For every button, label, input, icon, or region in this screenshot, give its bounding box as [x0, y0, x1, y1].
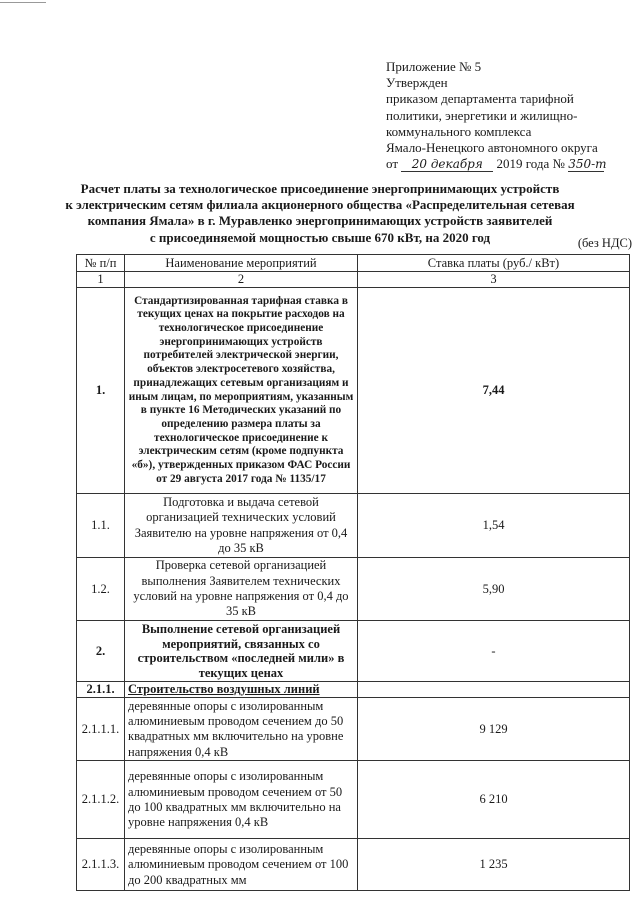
approval-block [386, 59, 636, 172]
handwritten-number: 350-т [568, 157, 607, 172]
approval-line: коммунального комплекса [386, 123, 532, 139]
row-name: Стандартизированная тарифная ставка в текущих ценах на покрытие расходов на технологическое присоединение энергопринимающих устройств потребителей электрической энергии, объектов электросетевого хозяйства, принадлежащих сетевым организациям и иным лицам, по мероприятиям, указанным в пункте 16 Методических указаний по определению размера платы за технологическое присоединение к электрическим сетям (кроме подпункта «б»), утвержденных приказом ФАС России от 29 августа 2017 года № 1135/17 [125, 288, 358, 494]
table-row [77, 288, 630, 494]
row-number: 2.1.1.3. [77, 839, 125, 891]
row-name: деревянные опоры с изолированным алюминиевым проводом сечением от 50 до 100 квадратных мм включительно на уровне напряжения 0,4 кВ [125, 761, 358, 839]
row-number: 2.1.1.1. [77, 698, 125, 761]
table-row [77, 839, 630, 891]
date-prefix: от [386, 156, 399, 172]
row-value: 5,90 [358, 558, 630, 621]
column-number-cell: 2 [125, 272, 358, 288]
table-row [77, 494, 630, 558]
title-line: компания Ямала» в г. Муравленко энергопринимающих устройств заявителей [87, 213, 553, 229]
row-number: 1.1. [77, 494, 125, 558]
table-row [77, 698, 630, 761]
table-header-row [77, 255, 630, 272]
row-number: 2. [77, 621, 125, 682]
header-cell: Ставка платы (руб./ кВт) [358, 255, 630, 272]
approval-line: Приложение № 5 [386, 59, 482, 74]
row-name: деревянные опоры с изолированным алюминиевым проводом сечением от 100 до 200 квадратных мм [125, 839, 358, 891]
approval-date-line [386, 156, 636, 172]
row-name: Выполнение сетевой организацией мероприятий, связанных со строительством «последней мили» в текущих ценах [125, 621, 358, 682]
row-value: 7,44 [358, 288, 630, 494]
approval-line: политики, энергетики и жилищно- [386, 107, 578, 123]
row-value: 1 235 [358, 839, 630, 891]
row-value [358, 682, 630, 698]
row-number: 1. [77, 288, 125, 494]
column-number-row [77, 272, 630, 288]
top-rule [0, 2, 46, 3]
table-row [77, 621, 630, 682]
header-cell: Наименование мероприятий [125, 255, 358, 272]
column-number-cell: 3 [358, 272, 630, 288]
row-value: 6 210 [358, 761, 630, 839]
column-number-cell: 1 [77, 272, 125, 288]
header-cell: № п/п [77, 255, 125, 272]
approval-line: приказом департамента тарифной [386, 91, 574, 107]
row-name: Подготовка и выдача сетевой организацией технических условий Заявителю на уровне напряжения от 0,4 до 35 кВ [125, 494, 358, 558]
document-title [60, 181, 580, 246]
table-section-row [77, 682, 630, 698]
row-name: Проверка сетевой организацией выполнения Заявителем технических условий на уровне напряжения от 0,4 до 35 кВ [125, 558, 358, 621]
table-row [77, 558, 630, 621]
rates-table [76, 254, 630, 891]
row-value: 9 129 [358, 698, 630, 761]
row-name: Строительство воздушных линий [125, 682, 358, 698]
title-line: к электрическим сетям филиала акционерного общества «Распределительная сетевая [65, 197, 575, 213]
row-value: 1,54 [358, 494, 630, 558]
year-text: 2019 года № [496, 156, 565, 172]
row-name: деревянные опоры с изолированным алюминиевым проводом сечением до 50 квадратных мм включительно на уровне напряжения 0,4 кВ [125, 698, 358, 761]
approval-line: Ямало-Ненецкого автономного округа [386, 140, 598, 156]
row-number: 2.1.1. [77, 682, 125, 698]
table-row [77, 761, 630, 839]
vat-note: (без НДС) [577, 236, 632, 250]
row-value: - [358, 621, 630, 682]
row-number: 1.2. [77, 558, 125, 621]
title-line: Расчет платы за технологическое присоединение энергопринимающих устройств [80, 181, 560, 196]
handwritten-date: 20 декабря [401, 158, 493, 172]
title-line: с присоединяемой мощностью свыше 670 кВт, на 2020 год [149, 229, 491, 245]
row-number: 2.1.1.2. [77, 761, 125, 839]
approval-line: Утвержден [386, 75, 448, 91]
